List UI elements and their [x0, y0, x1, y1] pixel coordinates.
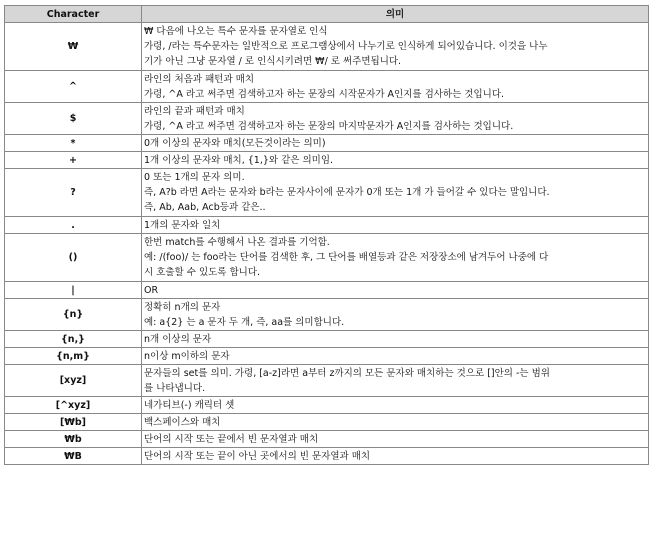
regex-reference-table	[4, 5, 649, 465]
meaning-line: 예: /(foo)/ 는 foo라는 단어를 검색한 후, 그 단어를 배열등과 같은 저장장소에 남겨두어 나중에 다	[144, 252, 549, 263]
table-header-row	[5, 6, 649, 23]
meaning-line: 기가 아닌 그냥 문자열 / 로 인식시키려면 ₩/ 로 써주면됩니다.	[144, 56, 402, 67]
meaning-cell	[142, 135, 649, 152]
meaning-line: 가령, ^A 라고 써주면 검색하고자 하는 문장의 마지막문자가 A인지를 검사하는 것입니다.	[144, 120, 514, 132]
meaning-line: 1개의 문자와 일치	[144, 219, 221, 231]
table-body	[5, 23, 649, 465]
meaning-cell	[142, 282, 649, 299]
character-cell: +	[5, 152, 142, 169]
character-cell: {n}	[5, 299, 142, 331]
meaning-cell	[142, 169, 649, 217]
table-row	[5, 135, 649, 152]
table-row	[5, 331, 649, 348]
meaning-line: OR	[144, 284, 159, 296]
meaning-line: ₩ 다음에 나오는 특수 문자를 문자열로 인식	[144, 26, 328, 37]
meaning-cell	[142, 365, 649, 397]
meaning-cell	[142, 23, 649, 71]
meaning-line: 즉, A?b 라면 A라는 문자와 b라는 문자사이에 문자가 0개 또는 1개 가 들어갈 수 있다는 말입니다.	[144, 187, 550, 198]
table-row	[5, 152, 649, 169]
meaning-line: 0개 이상의 문자와 매치(모든것이라는 의미)	[144, 137, 326, 149]
meaning-cell	[142, 431, 649, 448]
meaning-cell	[142, 448, 649, 465]
table-row	[5, 414, 649, 431]
character-cell: $	[5, 103, 142, 135]
meaning-line: 를 나타냅니다.	[144, 382, 206, 394]
meaning-line: 한번 match를 수행해서 나온 결과를 기억함.	[144, 237, 330, 248]
meaning-line: n개 이상의 문자	[144, 333, 212, 345]
meaning-line: 시 호출할 수 있도록 합니다.	[144, 267, 261, 278]
meaning-line: 예: a{2} 는 a 문자 두 개, 즉, aa를 의미합니다.	[144, 316, 345, 328]
table-row	[5, 448, 649, 465]
table-row	[5, 365, 649, 397]
character-cell: ₩	[5, 23, 142, 71]
character-cell: [^xyz]	[5, 397, 142, 414]
meaning-cell	[142, 299, 649, 331]
meaning-line: 문자들의 set를 의미. 가령, [a-z]라면 a부터 z까지의 모든 문자와 매치하는 것으로 []안의 -는 범위	[144, 367, 550, 379]
table-row	[5, 169, 649, 217]
meaning-line: 가령, /라는 특수문자는 일반적으로 프로그램상에서 나누기로 인식하게 되어있습니다. 이것을 나누	[144, 41, 548, 52]
meaning-cell	[142, 331, 649, 348]
table-row	[5, 299, 649, 331]
table-row	[5, 234, 649, 282]
meaning-line: 0 또는 1개의 문자 의미.	[144, 172, 245, 183]
meaning-line: 즉, Ab, Aab, Acb등과 같은..	[144, 202, 266, 213]
meaning-line: 가령, ^A 라고 써주면 검색하고자 하는 문장의 시작문자가 A인지를 검사하는 것입니다.	[144, 88, 505, 100]
character-cell: {n,}	[5, 331, 142, 348]
meaning-line: 라인의 끝과 패턴과 매치	[144, 105, 245, 117]
character-cell: ?	[5, 169, 142, 217]
meaning-line: 단어의 시작 또는 끝에서 빈 문자열과 매치	[144, 433, 319, 445]
meaning-cell	[142, 103, 649, 135]
table-row	[5, 397, 649, 414]
character-cell: *	[5, 135, 142, 152]
meaning-cell	[142, 348, 649, 365]
character-cell: ₩b	[5, 431, 142, 448]
table-row	[5, 348, 649, 365]
meaning-cell	[142, 234, 649, 282]
character-cell: ₩B	[5, 448, 142, 465]
table-row	[5, 103, 649, 135]
table-row	[5, 23, 649, 71]
character-cell: ()	[5, 234, 142, 282]
table-row	[5, 217, 649, 234]
meaning-cell	[142, 414, 649, 431]
meaning-line: 정확히 n개의 문자	[144, 301, 221, 313]
character-cell: [₩b]	[5, 414, 142, 431]
meaning-cell	[142, 152, 649, 169]
meaning-line: 1개 이상의 문자와 매치, {1,}와 같은 의미임.	[144, 154, 334, 166]
meaning-cell	[142, 71, 649, 103]
table-row	[5, 431, 649, 448]
character-cell: .	[5, 217, 142, 234]
table-row	[5, 282, 649, 299]
table-row	[5, 71, 649, 103]
meaning-line: n이상 m이하의 문자	[144, 350, 230, 362]
header-character: Character	[5, 6, 142, 23]
character-cell: ^	[5, 71, 142, 103]
character-cell: |	[5, 282, 142, 299]
meaning-line: 단어의 시작 또는 끝이 아닌 곳에서의 빈 문자열과 매치	[144, 450, 371, 462]
character-cell: [xyz]	[5, 365, 142, 397]
character-cell: {n,m}	[5, 348, 142, 365]
header-meaning: 의미	[142, 6, 649, 23]
meaning-line: 백스페이스와 매치	[144, 416, 221, 428]
meaning-line: 라인의 처음과 패턴과 매치	[144, 73, 255, 85]
meaning-cell	[142, 397, 649, 414]
meaning-line: 네가티브(-) 캐릭터 셋	[144, 399, 235, 411]
meaning-cell	[142, 217, 649, 234]
